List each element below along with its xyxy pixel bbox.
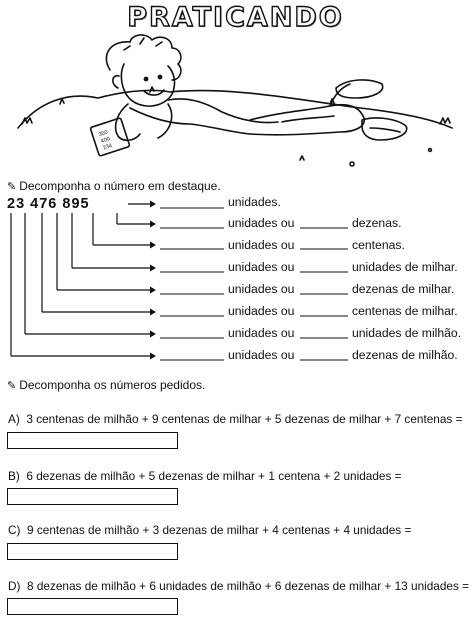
- arrow-head: [150, 287, 156, 294]
- pencil-icon: ✎: [7, 181, 17, 193]
- instruction-text: Decomponha os números pedidos.: [19, 378, 206, 392]
- arrow-head: [150, 309, 156, 316]
- page-title: PRATICANDO: [127, 2, 344, 33]
- question-letter: A): [8, 412, 20, 426]
- row-unit: unidades de milhar.: [352, 260, 458, 274]
- row-unit: centenas de milhar.: [352, 304, 458, 318]
- answer-box-b[interactable]: [7, 488, 178, 505]
- arrow-head: [150, 242, 156, 249]
- row-label: unidades ou: [228, 260, 295, 274]
- question-b: [8, 469, 402, 483]
- row-unit: centenas.: [352, 238, 405, 252]
- row-label: unidades ou: [228, 216, 295, 230]
- book-number: 400: [100, 136, 111, 145]
- row-label: unidades ou: [228, 282, 295, 296]
- question-d: [8, 579, 469, 593]
- row-label: unidades ou: [228, 326, 295, 340]
- question-letter: D): [8, 579, 21, 593]
- instruction-text: Decomponha o número em destaque.: [19, 179, 221, 193]
- row-label: unidades.: [228, 195, 281, 209]
- question-a: [8, 412, 462, 426]
- arrow-head: [150, 353, 156, 360]
- question-text: 9 centenas de milhão + 3 dezenas de milhar + 4 centenas + 4 unidades =: [27, 523, 412, 537]
- book-number: 234: [102, 142, 113, 152]
- answer-box-d[interactable]: [7, 598, 178, 615]
- instruction-decompose-requested: [7, 378, 205, 392]
- question-text: 8 dezenas de milhão + 6 unidades de milhão + 6 dezenas de milhar + 13 unidades =: [27, 579, 470, 593]
- row-label: unidades ou: [228, 304, 295, 318]
- arrow-head: [150, 265, 156, 272]
- question-c: [8, 523, 411, 537]
- arrow-head: [150, 201, 156, 208]
- pencil-icon: ✎: [7, 380, 17, 392]
- answer-box-a[interactable]: [7, 432, 178, 449]
- answer-box-c[interactable]: [7, 543, 178, 560]
- arrow-head: [150, 221, 156, 228]
- question-text: 3 centenas de milhão + 9 centenas de milhar + 5 dezenas de milhar + 7 centenas =: [26, 412, 463, 426]
- row-unit: dezenas de milhar.: [352, 282, 455, 296]
- row-unit: dezenas.: [352, 216, 402, 230]
- row-label: unidades ou: [228, 238, 295, 252]
- row-unit: dezenas de milhão.: [352, 348, 458, 362]
- question-text: 6 dezenas de milhão + 5 dezenas de milhar + 1 centena + 2 unidades =: [26, 469, 402, 483]
- question-letter: B): [8, 469, 20, 483]
- arrow-head: [150, 331, 156, 338]
- question-letter: C): [8, 523, 21, 537]
- book-number: 350: [98, 129, 109, 139]
- row-label: unidades ou: [228, 348, 295, 362]
- highlighted-number: 23 476 895: [7, 196, 90, 212]
- row-unit: unidades de milhão.: [352, 326, 462, 340]
